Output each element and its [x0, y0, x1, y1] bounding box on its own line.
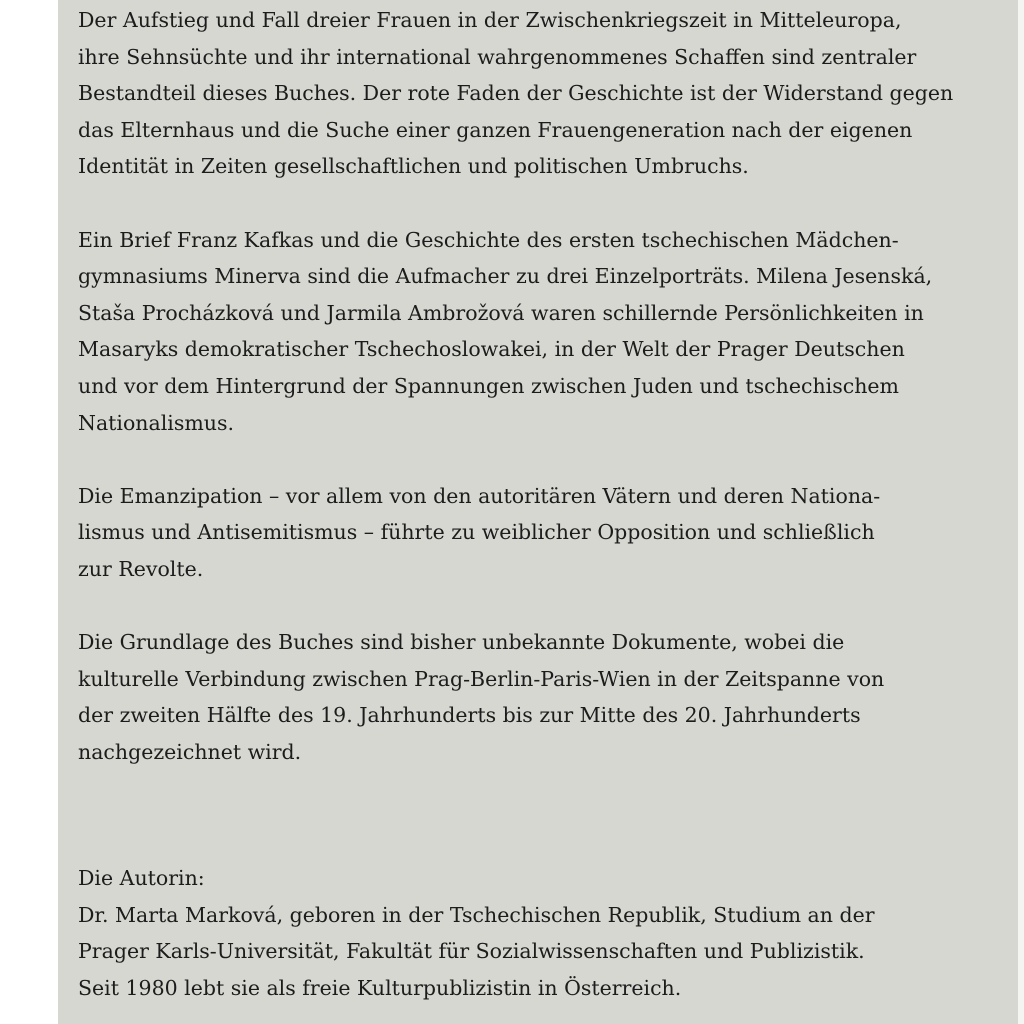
text-line: Ein Brief Franz Kafkas und die Geschichte des ersten tschechischen Mädchen-: [78, 227, 899, 252]
paragraph-4: [78, 624, 978, 770]
text-line: Identität in Zeiten gesellschaftlichen und politischen Umbruchs.: [78, 154, 749, 179]
text-line: Masaryks demokratischer Tschechoslowakei, in der Welt der Prager Deutschen: [78, 337, 905, 362]
text-line: Staša Procházková und Jarmila Ambrožová waren schillernde Persönlichkeiten in: [78, 300, 924, 325]
page-left-margin: [0, 0, 58, 1024]
text-line: das Elternhaus und die Suche einer ganzen Frauengeneration nach der eigenen: [78, 117, 913, 142]
paragraph-2: [78, 222, 978, 442]
blurb-text: [78, 2, 978, 807]
author-bio: [78, 860, 978, 1006]
paragraph-1: [78, 2, 978, 185]
text-line: zur Revolte.: [78, 556, 204, 581]
text-line: ihre Sehnsüchte und ihr international wahrgenommenes Schaffen sind zentraler: [78, 44, 917, 69]
text-line: Nationalismus.: [78, 410, 235, 435]
paragraph-3: [78, 478, 978, 588]
text-line: nachgezeichnet wird.: [78, 739, 302, 764]
text-line: Prager Karls-Universität, Fakultät für Sozialwissenschaften und Publizistik.: [78, 939, 865, 964]
text-line: und vor dem Hintergrund der Spannungen zwischen Juden und tschechischem: [78, 373, 900, 398]
author-heading: Die Autorin:: [78, 866, 205, 890]
text-line: Seit 1980 lebt sie als freie Kulturpublizistin in Österreich.: [78, 975, 682, 1000]
text-line: Bestandteil dieses Buches. Der rote Faden der Geschichte ist der Widerstand gegen: [78, 81, 954, 106]
text-line: Die Emanzipation – vor allem von den autoritären Vätern und deren Nationa-: [78, 483, 881, 508]
text-line: kulturelle Verbindung zwischen Prag-Berlin-Paris-Wien in der Zeitspanne von: [78, 666, 885, 691]
text-line: Die Grundlage des Buches sind bisher unbekannte Dokumente, wobei die: [78, 630, 845, 655]
text-line: Dr. Marta Marková, geboren in der Tschechischen Republik, Studium an der: [78, 902, 875, 927]
text-line: gymnasiums Minerva sind die Aufmacher zu drei Einzelporträts. Milena Jesenská,: [78, 264, 933, 289]
text-line: der zweiten Hälfte des 19. Jahrhunderts bis zur Mitte des 20. Jahrhunderts: [78, 703, 861, 728]
text-line: Der Aufstieg und Fall dreier Frauen in der Zwischenkriegszeit in Mitteleuropa,: [78, 8, 902, 32]
page-right-margin: [1018, 0, 1024, 1024]
text-line: lismus und Antisemitismus – führte zu weiblicher Opposition und schließlich: [78, 520, 875, 545]
